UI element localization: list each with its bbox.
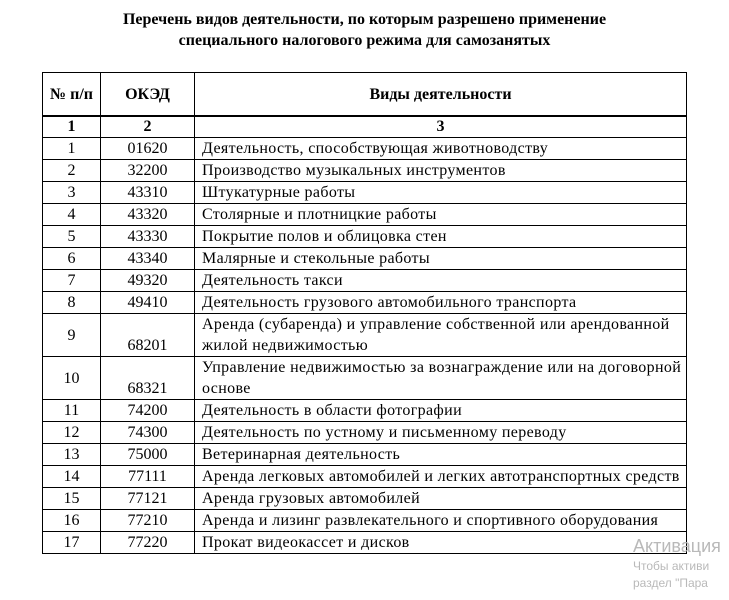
watermark-line-1: Чтобы активи — [633, 559, 710, 573]
row-okved-code: 43330 — [101, 226, 195, 248]
table-row — [43, 182, 687, 204]
row-okved-code: 74200 — [101, 400, 195, 422]
row-activity-name: Аренда грузовых автомобилей — [195, 488, 687, 510]
table-row — [43, 532, 687, 554]
document-title-line-1: Перечень видов деятельности, по которым разрешено применение — [122, 11, 607, 28]
row-number: 14 — [43, 466, 101, 488]
row-okved-code: 43320 — [101, 204, 195, 226]
row-activity-name: Покрытие полов и облицовка стен — [195, 226, 687, 248]
table-row — [43, 510, 687, 532]
row-okved-code: 49410 — [101, 292, 195, 314]
watermark-line-2: раздел "Пара — [633, 576, 708, 590]
table-header-row — [43, 73, 687, 117]
row-activity-name: Деятельность в области фотографии — [195, 400, 687, 422]
row-activity-name: Аренда и лизинг развлекательного и спортивного оборудования — [195, 510, 687, 532]
row-okved-code: 77210 — [101, 510, 195, 532]
document-title — [0, 9, 729, 51]
row-activity-name: Управление недвижимостью за вознаграждение или на договорной основе — [195, 357, 687, 400]
header-activity: Виды деятельности — [195, 73, 687, 117]
table-row — [43, 400, 687, 422]
index-cell-2: 2 — [101, 116, 195, 138]
row-number: 10 — [43, 357, 101, 400]
row-activity-name: Деятельность такси — [195, 270, 687, 292]
watermark-title: Активация — [633, 536, 721, 556]
index-cell-3: 3 — [195, 116, 687, 138]
table-row — [43, 138, 687, 160]
row-activity-name: Ветеринарная деятельность — [195, 444, 687, 466]
row-okved-code: 01620 — [101, 138, 195, 160]
row-number: 9 — [43, 314, 101, 357]
row-number: 17 — [43, 532, 101, 554]
row-number: 15 — [43, 488, 101, 510]
row-activity-name: Малярные и стекольные работы — [195, 248, 687, 270]
activities-table — [42, 72, 687, 554]
table-row — [43, 422, 687, 444]
row-okved-code: 43340 — [101, 248, 195, 270]
table-row — [43, 226, 687, 248]
row-number: 16 — [43, 510, 101, 532]
row-number: 3 — [43, 182, 101, 204]
row-number: 13 — [43, 444, 101, 466]
row-number: 12 — [43, 422, 101, 444]
row-number: 4 — [43, 204, 101, 226]
row-activity-name: Штукатурные работы — [195, 182, 687, 204]
row-activity-name: Аренда (субаренда) и управление собственной или арендованной жилой недвижимостью — [195, 314, 687, 357]
row-activity-name: Производство музыкальных инструментов — [195, 160, 687, 182]
row-number: 11 — [43, 400, 101, 422]
row-okved-code: 32200 — [101, 160, 195, 182]
table-row — [43, 160, 687, 182]
row-number: 1 — [43, 138, 101, 160]
row-number: 6 — [43, 248, 101, 270]
row-number: 8 — [43, 292, 101, 314]
table-row — [43, 488, 687, 510]
row-okved-code: 49320 — [101, 270, 195, 292]
table-body — [43, 138, 687, 554]
row-number: 5 — [43, 226, 101, 248]
table-row — [43, 444, 687, 466]
row-activity-name: Деятельность грузового автомобильного транспорта — [195, 292, 687, 314]
table-row — [43, 292, 687, 314]
row-okved-code: 77220 — [101, 532, 195, 554]
table-row — [43, 270, 687, 292]
table-row — [43, 314, 687, 357]
header-okved: ОКЭД — [101, 73, 195, 117]
row-okved-code: 74300 — [101, 422, 195, 444]
row-okved-code: 68321 — [101, 357, 195, 400]
index-cell-1: 1 — [43, 116, 101, 138]
header-number: № п/п — [43, 73, 101, 117]
document-title-line-2: специального налогового режима для самозанятых — [178, 32, 551, 49]
windows-activation-watermark — [633, 534, 729, 592]
row-okved-code: 68201 — [101, 314, 195, 357]
row-activity-name: Деятельность по устному и письменному переводу — [195, 422, 687, 444]
row-activity-name: Деятельность, способствующая животноводству — [195, 138, 687, 160]
row-okved-code: 43310 — [101, 182, 195, 204]
row-activity-name: Столярные и плотницкие работы — [195, 204, 687, 226]
row-number: 2 — [43, 160, 101, 182]
row-okved-code: 77121 — [101, 488, 195, 510]
table-row — [43, 204, 687, 226]
row-activity-name: Аренда легковых автомобилей и легких автотранспортных средств — [195, 466, 687, 488]
row-okved-code: 75000 — [101, 444, 195, 466]
table-row — [43, 248, 687, 270]
row-activity-name: Прокат видеокассет и дисков — [195, 532, 687, 554]
row-okved-code: 77111 — [101, 466, 195, 488]
table-index-row — [43, 116, 687, 138]
table-row — [43, 357, 687, 400]
table-row — [43, 466, 687, 488]
row-number: 7 — [43, 270, 101, 292]
